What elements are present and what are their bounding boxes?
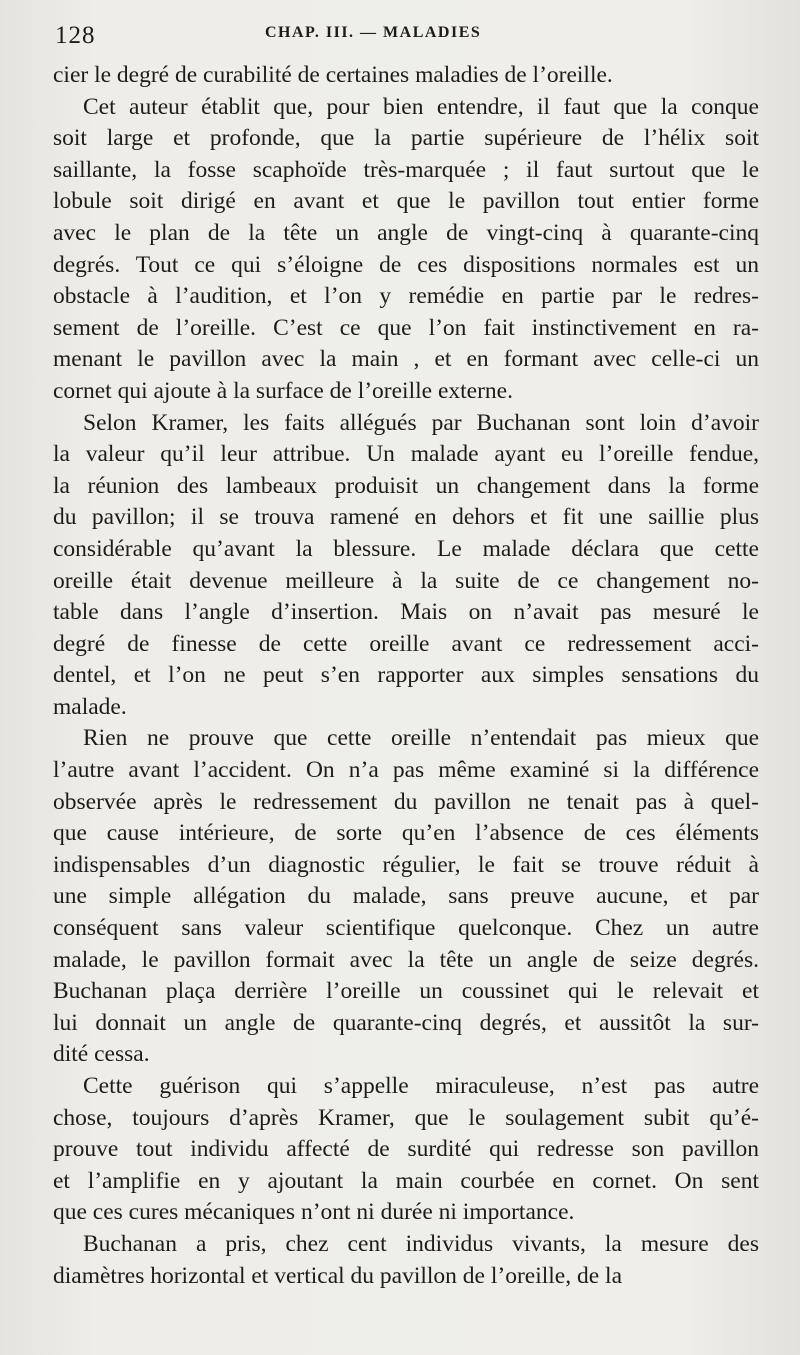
text-line: cornet qui ajoute à la surface de l’oreille externe. [53, 377, 513, 404]
text-line: degré de finesse de cette oreille avant ce redressement acci- [53, 630, 759, 657]
text-line: prouve tout individu affecté de surdité qui redresse son pavillon [53, 1136, 759, 1163]
text-line: conséquent sans valeur scientifique quelconque. Chez un autre [53, 915, 759, 942]
text-line: sement de l’oreille. C’est ce que l’on fait instinctivement en ra- [53, 314, 759, 341]
text-line: la valeur qu’il leur attribue. Un malade ayant eu l’oreille fendue, [53, 441, 759, 468]
text-line: diamètres horizontal et vertical du pavillon de l’oreille, de la [53, 1262, 623, 1289]
text-line: considérable qu’avant la blessure. Le malade déclara que cette [53, 535, 759, 562]
text-line: la réunion des lambeaux produisit un changement dans la forme [53, 472, 759, 499]
paragraph [53, 1071, 759, 1229]
text-line: et l’amplifie en y ajoutant la main courbée en cornet. On sent [53, 1167, 759, 1194]
text-line: dité cessa. [53, 1041, 150, 1068]
text-line: Cet auteur établit que, pour bien entendre, il faut que la conque [83, 93, 759, 120]
text-line: soit large et profonde, que la partie supérieure de l’hélix soit [53, 125, 759, 152]
paragraph [53, 60, 759, 92]
text-line: dentel, et l’on ne peut s’en rapporter aux simples sensations du [53, 662, 759, 689]
text-line: Buchanan a pris, chez cent individus vivants, la mesure des [83, 1230, 759, 1257]
text-line: lui donnait un angle de quarante-cinq degrés, et aussitôt la sur- [53, 1009, 759, 1036]
text-line: lobule soit dirigé en avant et que le pavillon tout entier forme [53, 188, 759, 215]
paragraph [53, 723, 759, 1071]
paragraph [53, 1229, 759, 1292]
text-line: malade, le pavillon formait avec la tête un angle de seize degrés. [53, 946, 759, 973]
chapter-title: CHAP. III. — MALADIES [265, 24, 482, 41]
text-line: indispensables d’un diagnostic régulier, le fait se trouve réduit à [53, 851, 759, 878]
paragraph [53, 408, 759, 724]
text-line: table dans l’angle d’insertion. Mais on n’avait pas mesuré le [53, 599, 759, 626]
text-line: saillante, la fosse scaphoïde très-marquée ; il faut surtout que le [53, 156, 759, 183]
text-line: l’autre avant l’accident. On n’a pas même examiné si la différence [53, 757, 759, 784]
text-line: que ces cures mécaniques n’ont ni durée ni importance. [53, 1199, 575, 1226]
text-line: chose, toujours d’après Kramer, que le soulagement subit qu’é- [53, 1104, 759, 1131]
text-line: Cette guérison qui s’appelle miraculeuse, n’est pas autre [83, 1073, 759, 1099]
text-line: malade. [53, 693, 127, 720]
text-line: Selon Kramer, les faits allégués par Buchanan sont loin d’avoir [83, 409, 759, 436]
text-line: Rien ne prouve que cette oreille n’entendait pas mieux que [83, 725, 759, 752]
text-line: oreille était devenue meilleure à la suite de ce changement no- [53, 567, 759, 594]
body-text [53, 60, 759, 1292]
text-line: obstacle à l’audition, et l’on y remédie en partie par le redres- [53, 283, 759, 310]
text-line: cier le degré de curabilité de certaines maladies de l’oreille. [53, 62, 613, 88]
text-line: avec le plan de la tête un angle de vingt-cinq à quarante-cinq [53, 219, 759, 246]
text-line: que cause intérieure, de sorte qu’en l’absence de ces éléments [53, 820, 759, 847]
text-line: Buchanan plaça derrière l’oreille un coussinet qui le relevait et [53, 978, 759, 1005]
text-line: du pavillon; il se trouva ramené en dehors et fit une saillie plus [53, 504, 759, 531]
text-line: une simple allégation du malade, sans preuve aucune, et par [53, 883, 759, 910]
text-line: menant le pavillon avec la main , et en formant avec celle-ci un [53, 346, 759, 373]
running-head [55, 18, 760, 50]
paragraph [53, 92, 759, 408]
text-line: observée après le redressement du pavillon ne tenait pas à quel- [53, 788, 759, 815]
page-number: 128 [55, 22, 96, 49]
text-line: degrés. Tout ce qui s’éloigne de ces dispositions normales est un [53, 251, 759, 278]
